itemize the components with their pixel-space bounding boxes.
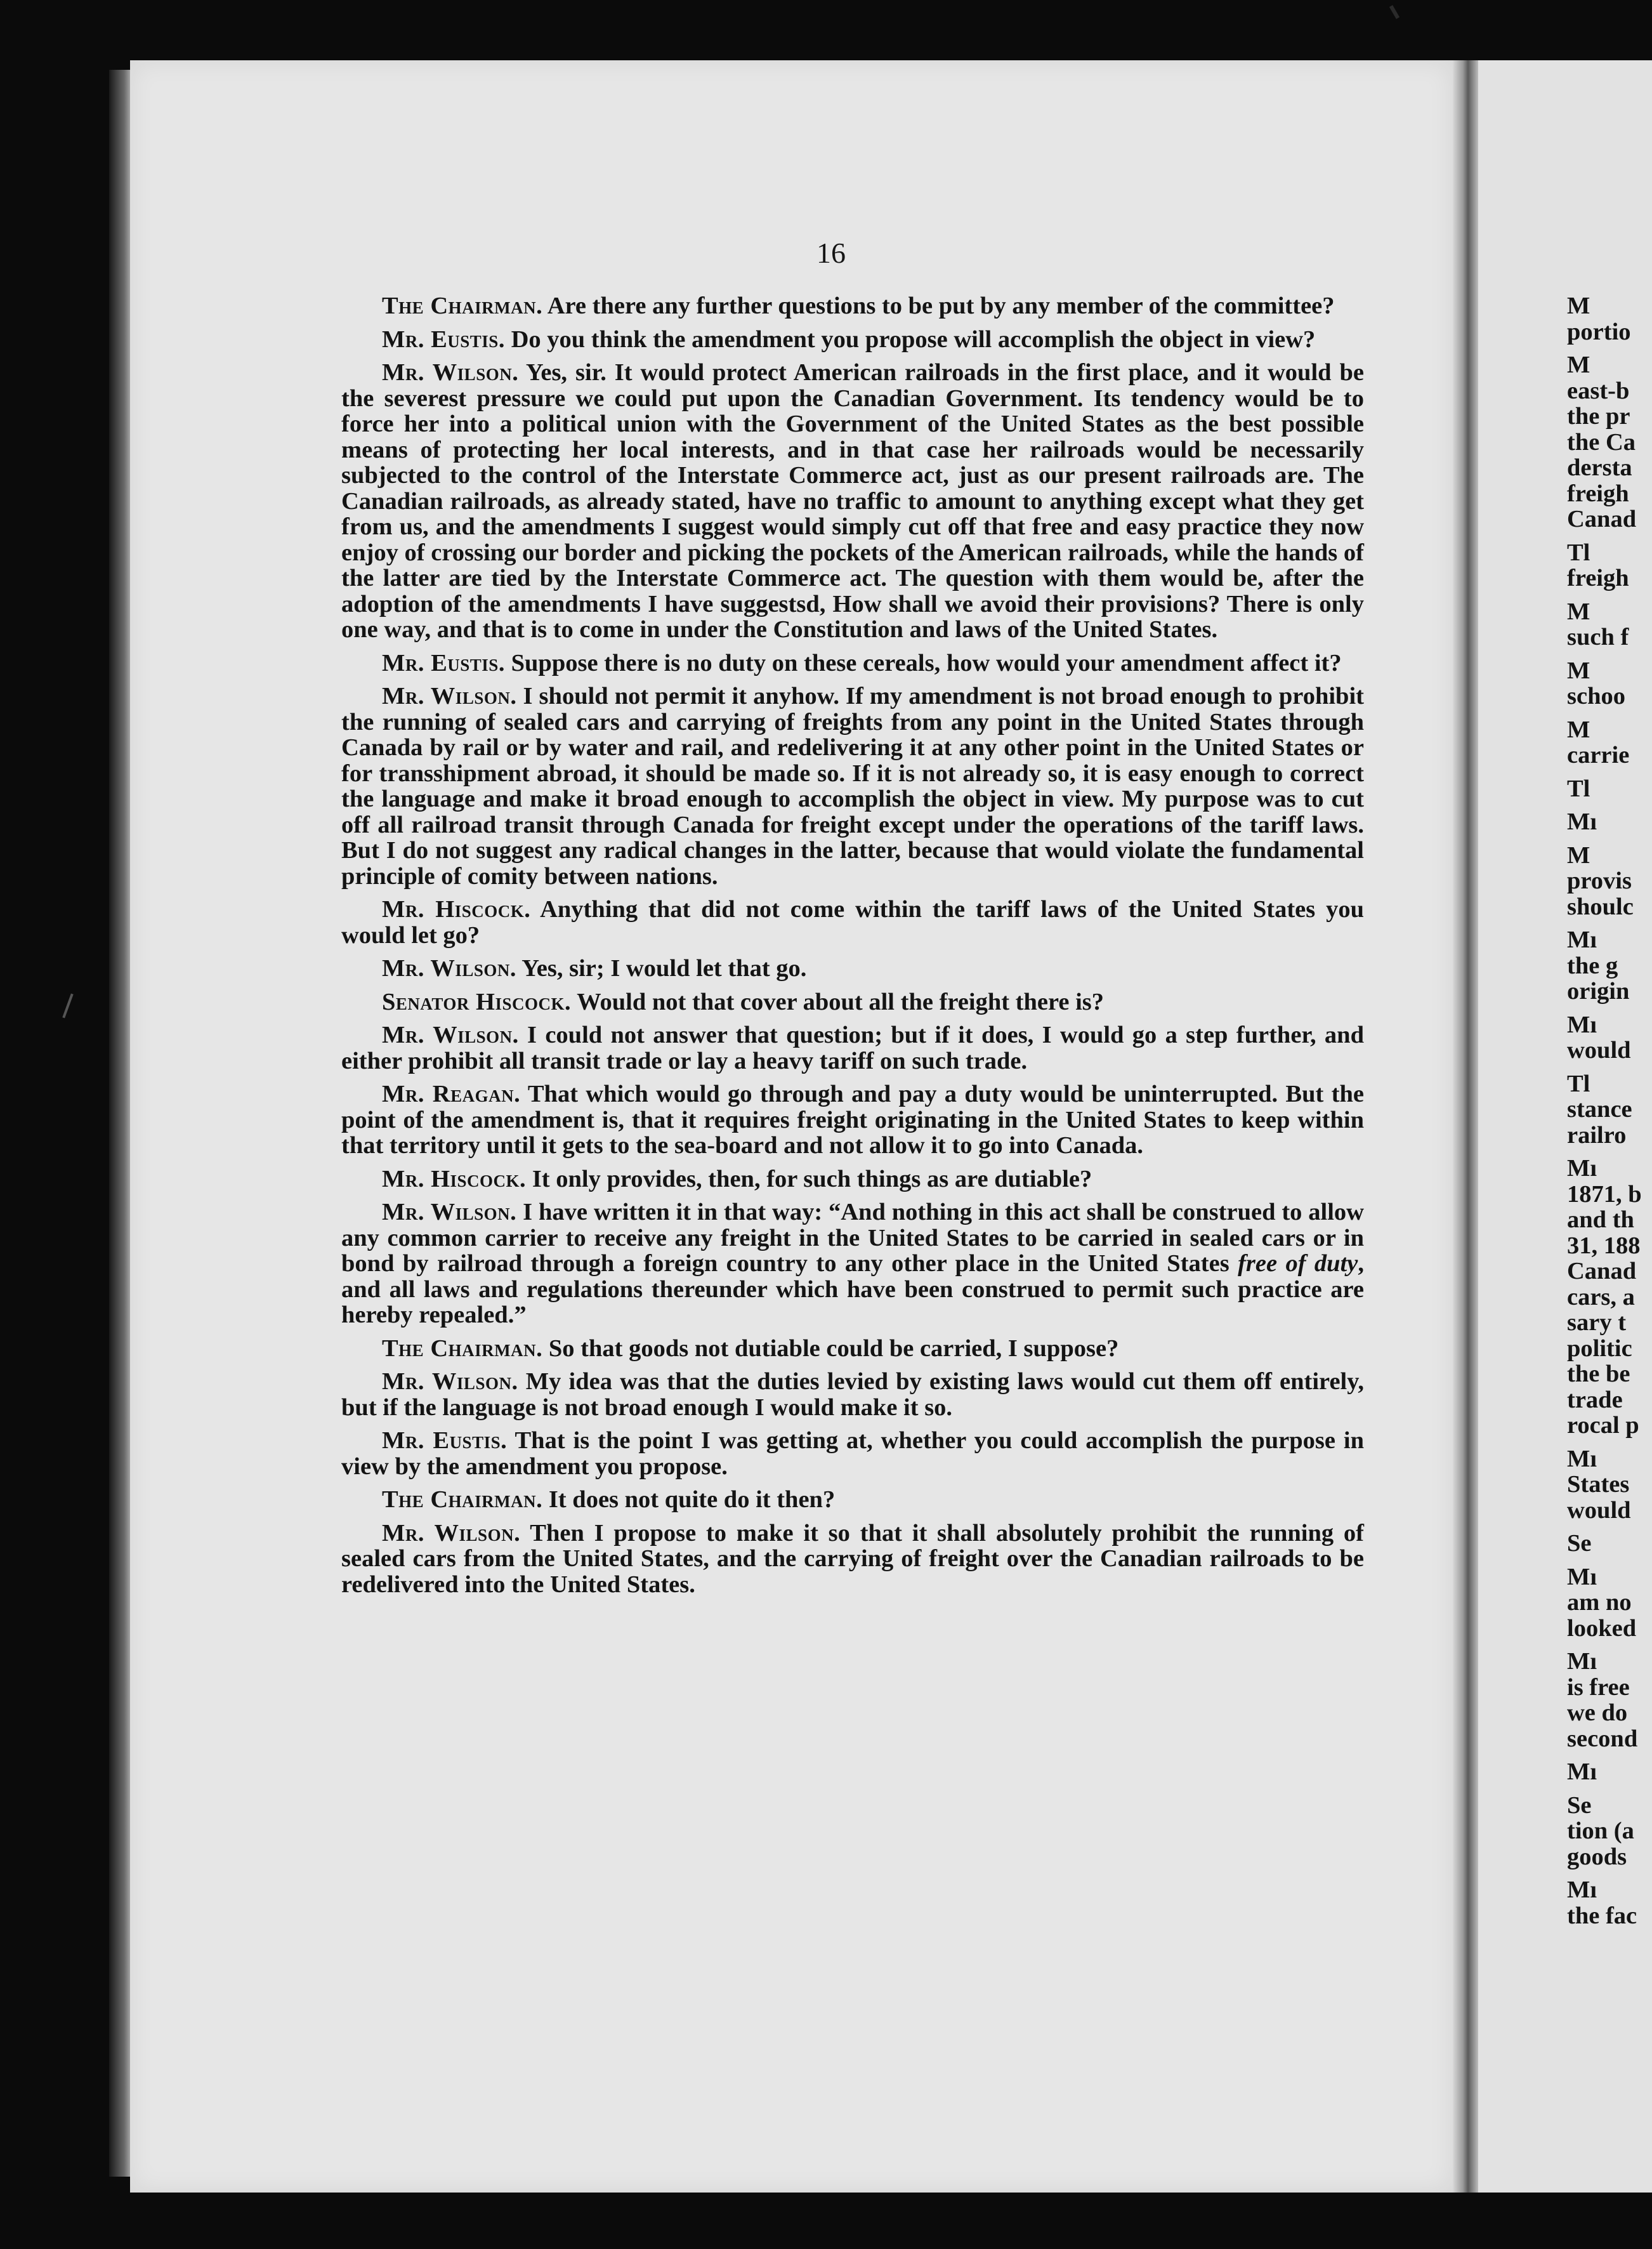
paragraph [341, 293, 1364, 319]
speaker-name: Senator Hiscock. [382, 988, 572, 1015]
paragraph [341, 1369, 1364, 1420]
facing-page-fragment: dersta [1567, 454, 1632, 481]
facing-page-fragment: Se [1567, 1791, 1592, 1819]
facing-page-fragment: tion (a [1567, 1817, 1634, 1844]
facing-page-fragment: would [1567, 1496, 1631, 1524]
speaker-name: Mr. Wilson. [382, 1199, 517, 1225]
facing-page-fragment: M [1567, 598, 1590, 625]
facing-page-fragment: the be [1567, 1361, 1630, 1387]
facing-page-fragment: looked [1567, 1614, 1637, 1642]
facing-page-fragment: stance [1567, 1096, 1632, 1123]
speech-text: Are there any further questions to be put by any member of the committee? [542, 293, 1335, 319]
speech-text: It only provides, then, for such things as are dutiable? [526, 1165, 1092, 1192]
facing-page-fragment: provis [1567, 867, 1632, 894]
speech-text: That which would go through and pay a duty would be uninterrupted. But the point of the amendment is, that it requires freight originating in the United States to keep within that territory until it gets to the sea-board and not allow it to go into Canada. [341, 1081, 1364, 1159]
speech-text: That is the point I was getting at, whether you could accomplish the purpose in view by the amendment you propose. [341, 1427, 1364, 1480]
facing-page-fragment: origin [1567, 978, 1630, 1005]
paragraph [341, 1022, 1364, 1074]
facing-page-fragment: is free [1567, 1673, 1630, 1701]
facing-page-fragment: shoulc [1567, 893, 1634, 920]
facing-page-fragment: Mı [1567, 1758, 1597, 1785]
facing-page-fragment: such f [1567, 624, 1629, 650]
speaker-name: Mr. Wilson. [382, 955, 517, 982]
paragraph [341, 1487, 1364, 1513]
paragraph [341, 1081, 1364, 1159]
speaker-name: Mr. Wilson. [382, 1022, 519, 1048]
facing-page-fragment: Tl [1567, 775, 1590, 802]
speech-text: Yes, sir. It would protect American railroads in the first place, and it would be the severest pressure we could put upon the Canadian Government. Its tendency would be to force her into a political union with the Government of the United States as the best possible means of protecting her local interests, and in that case her railroads would be necessarily subjected to the control of the Interstate Commerce act, just as our present railroads are. The Canadian railroads, as already stated, have no traffic to amount to anything except what they get from us, and the amendments I suggest would simply cut off that free and easy practice they now enjoy of crossing our border and picking the pockets of the American railroads, while the hands of the latter are tied by the Interstate Commerce act. The question with them would be, after the adoption of the amendments I have suggestsd, How shall we avoid their provisions? There is only one way, and that is to come in under the Constitution and laws of the United States. [341, 359, 1364, 643]
facing-page-fragment: Mı [1567, 1876, 1597, 1903]
facing-page-fragment: sary t [1567, 1309, 1627, 1336]
facing-page-fragment: goods [1567, 1843, 1627, 1870]
facing-page-fragment: Mı [1567, 1011, 1597, 1038]
facing-page-fragment: railro [1567, 1121, 1627, 1149]
paragraph [341, 989, 1364, 1015]
speaker-name: Mr. Eustis. [382, 326, 505, 353]
page-number: 16 [816, 237, 846, 269]
facing-page-fragment: M [1567, 657, 1590, 684]
facing-page-fragment: second [1567, 1725, 1638, 1752]
speech-text: My idea was that the duties levied by existing laws would cut them off entirely, but if the language is not broad enough I would make it so. [341, 1368, 1364, 1421]
speaker-name: Mr. Wilson. [382, 1519, 521, 1547]
facing-page-fragment: M [1567, 352, 1590, 378]
facing-page-fragment: the g [1567, 952, 1618, 979]
facing-page-fragment: Canad [1567, 506, 1637, 532]
paragraph [341, 956, 1364, 982]
facing-page-fragment: the fac [1567, 1902, 1637, 1929]
paragraph [341, 1166, 1364, 1192]
paragraph [341, 327, 1364, 353]
facing-page-fragment: Mı [1567, 1648, 1597, 1675]
paragraph [341, 683, 1364, 889]
facing-page-fragment: the Ca [1567, 428, 1636, 456]
facing-page-fragment: States [1567, 1471, 1630, 1498]
speaker-name: The Chairman. [382, 1335, 543, 1362]
speaker-name: Mr. Reagan. [382, 1081, 521, 1107]
facing-page-fragment: would [1567, 1037, 1631, 1064]
facing-page-fragment: trade [1567, 1386, 1623, 1413]
facing-page-fragment: 1871, b [1567, 1180, 1642, 1208]
facing-page-fragment: M [1567, 716, 1590, 743]
speaker-name: Mr. Hiscock. [382, 1165, 527, 1192]
body-text [341, 293, 1364, 1605]
stray-mark [62, 994, 73, 1019]
speech-text: Yes, sir; I would let that go. [516, 955, 807, 982]
facing-page-fragment: we do [1567, 1699, 1628, 1726]
facing-page-fragment: M [1567, 841, 1590, 869]
speaker-name: Mr. Wilson. [382, 359, 519, 386]
paragraph [341, 1428, 1364, 1479]
speaker-name: The Chairman. [382, 1486, 543, 1513]
speech-text: I could not answer that question; but if it does, I would go a step further, and either prohibit all transit trade or lay a heavy tariff on such trade. [341, 1022, 1364, 1074]
speech-text: Anything that did not come within the tariff laws of the United States you would let go? [341, 896, 1364, 949]
paragraph [341, 1520, 1364, 1598]
facing-page-fragment: the pr [1567, 403, 1630, 430]
facing-page-fragment: Tl [1567, 539, 1590, 566]
facing-page-fragment: rocal p [1567, 1412, 1639, 1439]
speech-text: I should not permit it anyhow. If my amendment is not broad enough to prohibit the running of sealed cars and carrying of freights from any point in the United States through Canada by rail or by water and rail, and redelivering it at any other point in the United States or for transshipment abroad, it should be made so. If it is not already so, it is easy enough to correct the language and make it broad enough to accomplish the object in view. My purpose was to cut off all railroad transit through Canada for freight except under the operations of the tariff laws. But I do not suggest any radical changes in the latter, because that would violate the fundamental principle of comity between nations. [341, 683, 1364, 890]
facing-page-fragment: schoo [1567, 683, 1625, 709]
facing-page-fragment: Se [1567, 1530, 1592, 1557]
facing-page-fragment: carrie [1567, 742, 1630, 768]
facing-page-fragment: freigh [1567, 480, 1629, 507]
paragraph [341, 897, 1364, 948]
speaker-name: The Chairman. [382, 293, 543, 319]
facing-page-fragment: cars, a [1567, 1283, 1635, 1310]
speech-text: It does not quite do it then? [542, 1486, 836, 1513]
speaker-name: Mr. Eustis. [382, 1427, 508, 1454]
facing-page-fragment: politic [1567, 1335, 1632, 1362]
facing-page-fragment: Mı [1567, 1563, 1597, 1590]
facing-page-fragment: Mı [1567, 808, 1597, 835]
paragraph [341, 1336, 1364, 1362]
stray-mark [1389, 5, 1400, 19]
paragraph [341, 360, 1364, 643]
speech-text: Suppose there is no duty on these cereals, how would your amendment affect it? [504, 649, 1342, 676]
facing-page-fragment: freigh [1567, 565, 1629, 591]
book-gutter [1453, 60, 1478, 2193]
speech-text: Would not that cover about all the freight there is? [571, 988, 1105, 1015]
facing-page-fragment: Mı [1567, 927, 1597, 953]
speech-text: I have written it in that way: “And nothing in this act shall be construed to allow any common carrier to receive any freight in the United States to be carried in sealed cars or in bond by railroad through a foreign country to any other place in the United States free of duty, and all laws and regulations thereunder which have been construed to permit such practice are hereby repealed.” [341, 1199, 1364, 1328]
speaker-name: Mr. Eustis. [382, 649, 505, 676]
speaker-name: Mr. Hiscock. [382, 896, 531, 923]
facing-page-fragment: Canad [1567, 1258, 1637, 1284]
facing-page-fragment: Mı [1567, 1155, 1597, 1182]
speech-text: Do you think the amendment you propose will accomplish the object in view? [504, 326, 1316, 353]
speech-text: So that goods not dutiable could be carried, I suppose? [542, 1335, 1119, 1362]
facing-page-fragment: am no [1567, 1589, 1632, 1616]
facing-page-fragment: portio [1567, 318, 1631, 345]
facing-page-fragment: Tl [1567, 1070, 1590, 1097]
facing-page-text [1567, 293, 1652, 1929]
facing-page-fragment: M [1567, 293, 1590, 319]
facing-page-fragment: Mı [1567, 1445, 1597, 1472]
speaker-name: Mr. Wilson. [382, 683, 517, 709]
speaker-name: Mr. Wilson. [382, 1368, 518, 1395]
facing-page-fragment: 31, 188 [1567, 1232, 1641, 1259]
italic-phrase: free of duty [1238, 1250, 1358, 1277]
facing-page-fragment: east-b [1567, 377, 1630, 404]
paragraph [341, 650, 1364, 676]
paragraph [341, 1199, 1364, 1328]
speech-text: Then I propose to make it so that it shall absolutely prohibit the running of sealed cars from the United States, and the carrying of freight over the Canadian railroads to be redelivered into the United States. [341, 1519, 1364, 1598]
facing-page-fragment: and th [1567, 1206, 1634, 1233]
